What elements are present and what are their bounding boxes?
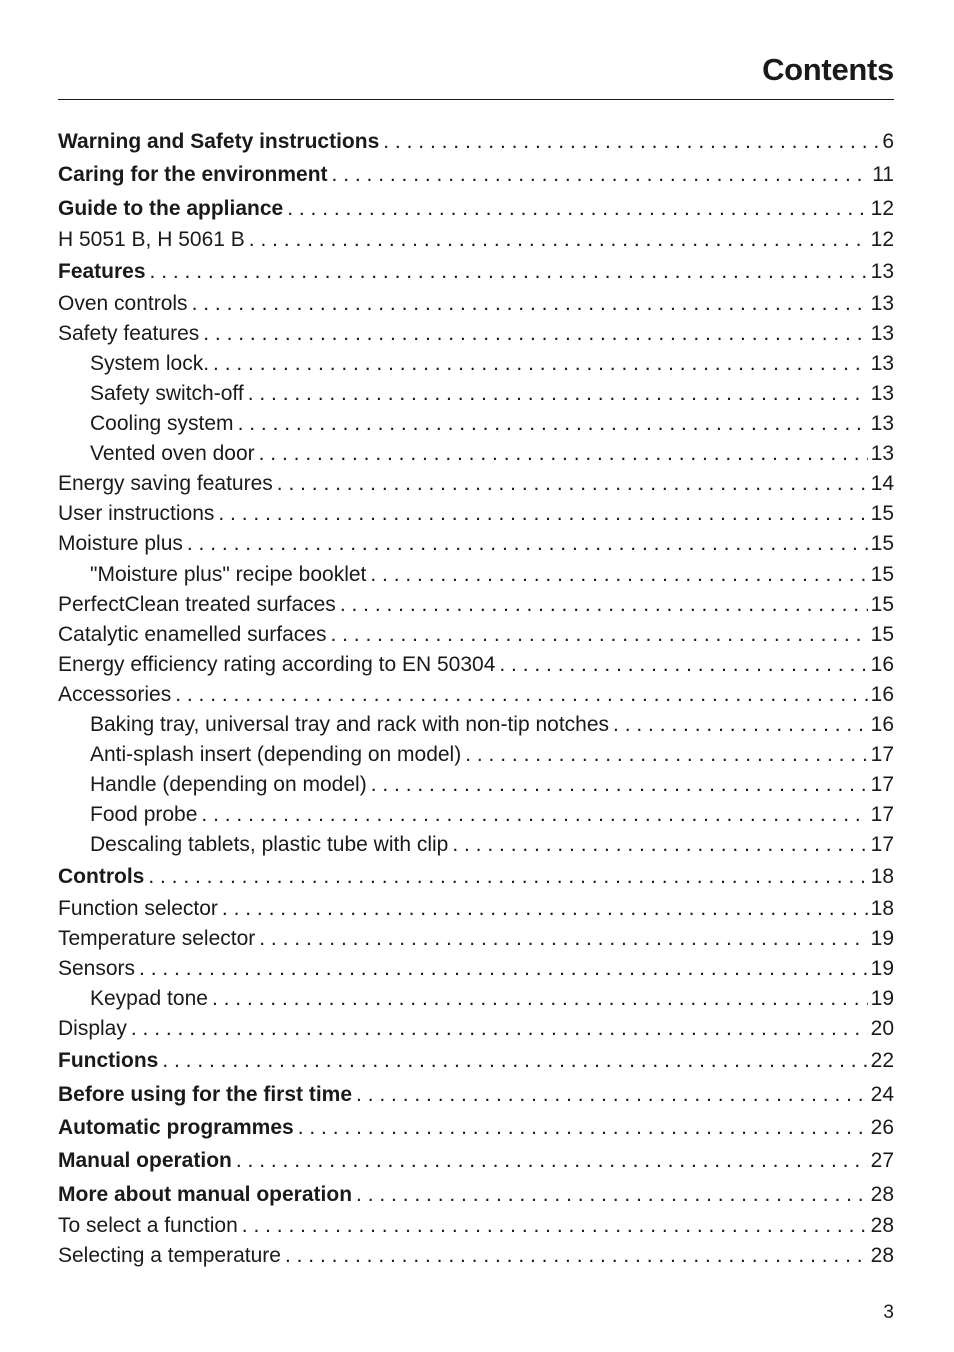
toc-dot-leader — [131, 1014, 868, 1044]
toc-entry[interactable] — [58, 1078, 894, 1111]
toc-entry-label: Descaling tablets, plastic tube with clip — [90, 833, 449, 857]
toc-entry[interactable] — [58, 158, 894, 191]
toc-entry[interactable] — [58, 349, 894, 379]
toc-dot-leader — [285, 1241, 868, 1271]
toc-entry[interactable] — [58, 289, 894, 319]
toc-entry-label: Safety features — [58, 321, 200, 345]
toc-entry-label: Vented oven door — [90, 442, 255, 466]
toc-dot-leader — [340, 590, 868, 620]
toc-entry[interactable] — [58, 192, 894, 225]
toc-entry-page: 19 — [870, 987, 894, 1011]
toc-entry[interactable] — [58, 984, 894, 1014]
toc-entry-page: 15 — [870, 562, 894, 586]
toc-dot-leader — [465, 740, 867, 770]
toc-entry[interactable] — [58, 499, 894, 529]
toc-dot-leader — [259, 439, 868, 469]
toc-dot-leader — [356, 1178, 868, 1211]
toc-entry-page: 12 — [870, 196, 894, 220]
toc-entry-page: 13 — [870, 260, 894, 284]
title-divider — [58, 99, 894, 100]
toc-entry[interactable] — [58, 894, 894, 924]
toc-dot-leader — [236, 1144, 868, 1177]
toc-entry-label: "Moisture plus" recipe booklet — [90, 562, 367, 586]
toc-entry-page: 19 — [870, 957, 894, 981]
toc-entry-page: 22 — [870, 1049, 894, 1073]
toc-dot-leader — [201, 800, 867, 830]
toc-entry-label: Sensors — [58, 957, 136, 981]
toc-dot-leader — [332, 158, 870, 191]
toc-dot-leader — [242, 1211, 868, 1241]
toc-entry-page: 11 — [872, 163, 894, 187]
toc-entry-page: 14 — [870, 472, 894, 496]
toc-entry-page: 13 — [870, 291, 894, 315]
toc-entry-page: 19 — [870, 926, 894, 950]
toc-entry-label: Warning and Safety instructions — [58, 130, 380, 153]
toc-entry-page: 18 — [870, 865, 894, 889]
toc-entry-page: 15 — [870, 532, 894, 556]
toc-entry[interactable] — [58, 319, 894, 349]
toc-dot-leader — [356, 1078, 868, 1111]
toc-entry-page: 28 — [870, 1214, 894, 1238]
toc-dot-leader — [192, 289, 868, 319]
toc-entry-label: Handle (depending on model) — [90, 773, 367, 797]
toc-dot-leader — [383, 125, 879, 158]
toc-entry-label: To select a function — [58, 1214, 238, 1238]
toc-entry-page: 17 — [870, 833, 894, 857]
toc-entry-page: 28 — [870, 1244, 894, 1268]
toc-dot-leader — [139, 954, 868, 984]
toc-entry-label: Caring for the environment — [58, 163, 328, 187]
toc-entry-label: Automatic programmes — [58, 1116, 294, 1140]
toc-dot-leader — [218, 499, 867, 529]
toc-dot-leader — [175, 680, 867, 710]
toc-entry-page: 27 — [870, 1149, 894, 1173]
toc-entry-label: Controls — [58, 865, 145, 889]
toc-entry-page: 13 — [870, 412, 894, 436]
toc-entry[interactable] — [58, 1211, 894, 1241]
toc-entry-page: 17 — [870, 743, 894, 767]
toc-dot-leader — [150, 255, 868, 288]
toc-entry-label: Functions — [58, 1049, 159, 1073]
toc-entry-label: Energy saving features — [58, 472, 273, 496]
toc-dot-leader — [249, 225, 868, 255]
toc-dot-leader — [187, 529, 868, 559]
toc-entry-label: Features — [58, 260, 146, 284]
toc-entry-label: Accessories — [58, 682, 172, 706]
toc-entry-label: User instructions — [58, 502, 215, 526]
toc-entry-page: 16 — [870, 682, 894, 706]
toc-entry[interactable] — [58, 650, 894, 680]
toc-dot-leader — [238, 409, 868, 439]
toc-entry-label: Food probe — [90, 803, 198, 827]
toc-entry[interactable] — [58, 590, 894, 620]
toc-entry-page: 15 — [870, 622, 894, 646]
toc-entry[interactable] — [58, 1111, 894, 1144]
toc-entry-label: Guide to the appliance — [58, 196, 284, 220]
toc-dot-leader — [330, 620, 867, 650]
toc-entry[interactable] — [58, 255, 894, 288]
toc-dot-leader — [162, 1044, 867, 1077]
toc-entry-label: Function selector — [58, 896, 218, 920]
toc-entry[interactable] — [58, 740, 894, 770]
toc-entry[interactable] — [58, 379, 894, 409]
toc-entry-label: Before using for the first time — [58, 1082, 353, 1106]
toc-entry-label: System lock. — [90, 351, 210, 375]
toc-entry[interactable] — [58, 800, 894, 830]
toc-entry[interactable] — [58, 1014, 894, 1044]
toc-entry-page: 17 — [870, 773, 894, 797]
toc-entry[interactable] — [58, 830, 894, 860]
toc-entry-label: Keypad tone — [90, 987, 208, 1011]
toc-dot-leader — [371, 770, 868, 800]
toc-dot-leader — [148, 860, 867, 893]
toc-dot-leader — [203, 319, 867, 349]
toc-dot-leader — [298, 1111, 868, 1144]
toc-entry-page: 15 — [870, 592, 894, 616]
page-title: Contents — [762, 52, 894, 87]
toc-entry-label: Display — [58, 1017, 127, 1041]
toc-entry[interactable] — [58, 620, 894, 650]
toc-entry[interactable] — [58, 1178, 894, 1211]
toc-entry[interactable] — [58, 860, 894, 893]
toc-entry-label: Safety switch-off — [90, 381, 244, 405]
toc-entry[interactable] — [58, 439, 894, 469]
toc-entry-label: Manual operation — [58, 1149, 232, 1173]
toc-entry[interactable] — [58, 469, 894, 499]
toc-dot-leader — [212, 984, 868, 1014]
toc-entry-page: 26 — [870, 1116, 894, 1140]
toc-entry-page: 12 — [870, 228, 894, 252]
page-number: 3 — [883, 1302, 894, 1323]
toc-entry-page: 28 — [870, 1182, 894, 1206]
toc-entry-page: 20 — [870, 1017, 894, 1041]
toc-entry-page: 18 — [870, 896, 894, 920]
toc-entry-page: 13 — [870, 381, 894, 405]
toc-entry[interactable] — [58, 770, 894, 800]
toc-entry[interactable] — [58, 1241, 894, 1271]
toc-entry[interactable] — [58, 710, 894, 740]
table-of-contents — [58, 125, 894, 1271]
toc-entry[interactable] — [58, 125, 894, 158]
toc-dot-leader — [370, 560, 867, 590]
toc-entry-page: 24 — [870, 1082, 894, 1106]
toc-entry-label: Baking tray, universal tray and rack with non-tip notches — [90, 712, 610, 736]
toc-entry[interactable] — [58, 529, 894, 559]
toc-dot-leader — [222, 894, 868, 924]
toc-entry-label: Moisture plus — [58, 532, 183, 556]
toc-entry[interactable] — [58, 1144, 894, 1177]
toc-entry-label: Anti-splash insert (depending on model) — [90, 743, 462, 767]
toc-entry[interactable] — [58, 225, 894, 255]
toc-entry-page: 6 — [882, 130, 894, 153]
toc-entry-page: 16 — [870, 712, 894, 736]
toc-entry-label: More about manual operation — [58, 1182, 353, 1206]
toc-entry-page: 13 — [870, 442, 894, 466]
toc-entry-label: Selecting a temperature — [58, 1244, 281, 1268]
toc-entry-label: PerfectClean treated surfaces — [58, 592, 336, 616]
toc-dot-leader — [499, 650, 867, 680]
toc-entry-page: 13 — [870, 351, 894, 375]
toc-dot-leader — [259, 924, 867, 954]
toc-entry[interactable] — [58, 954, 894, 984]
toc-entry-page: 13 — [870, 321, 894, 345]
toc-entry[interactable] — [58, 924, 894, 954]
toc-entry[interactable] — [58, 409, 894, 439]
toc-entry-page: 15 — [870, 502, 894, 526]
toc-entry[interactable] — [58, 680, 894, 710]
toc-dot-leader — [287, 192, 867, 225]
toc-dot-leader — [452, 830, 867, 860]
toc-entry-label: Temperature selector — [58, 926, 256, 950]
toc-dot-leader — [248, 379, 868, 409]
toc-entry[interactable] — [58, 560, 894, 590]
toc-dot-leader — [277, 469, 868, 499]
toc-entry-page: 17 — [870, 803, 894, 827]
toc-entry-page: 16 — [870, 652, 894, 676]
toc-entry-label: Oven controls — [58, 291, 188, 315]
toc-entry-label: Catalytic enamelled surfaces — [58, 622, 327, 646]
toc-entry[interactable] — [58, 1044, 894, 1077]
toc-dot-leader — [213, 349, 868, 379]
toc-entry-label: Energy efficiency rating according to EN 50304 — [58, 652, 496, 676]
toc-entry-label: H 5051 B, H 5061 B — [58, 228, 245, 252]
toc-entry-label: Cooling system — [90, 412, 234, 436]
toc-dot-leader — [613, 710, 868, 740]
